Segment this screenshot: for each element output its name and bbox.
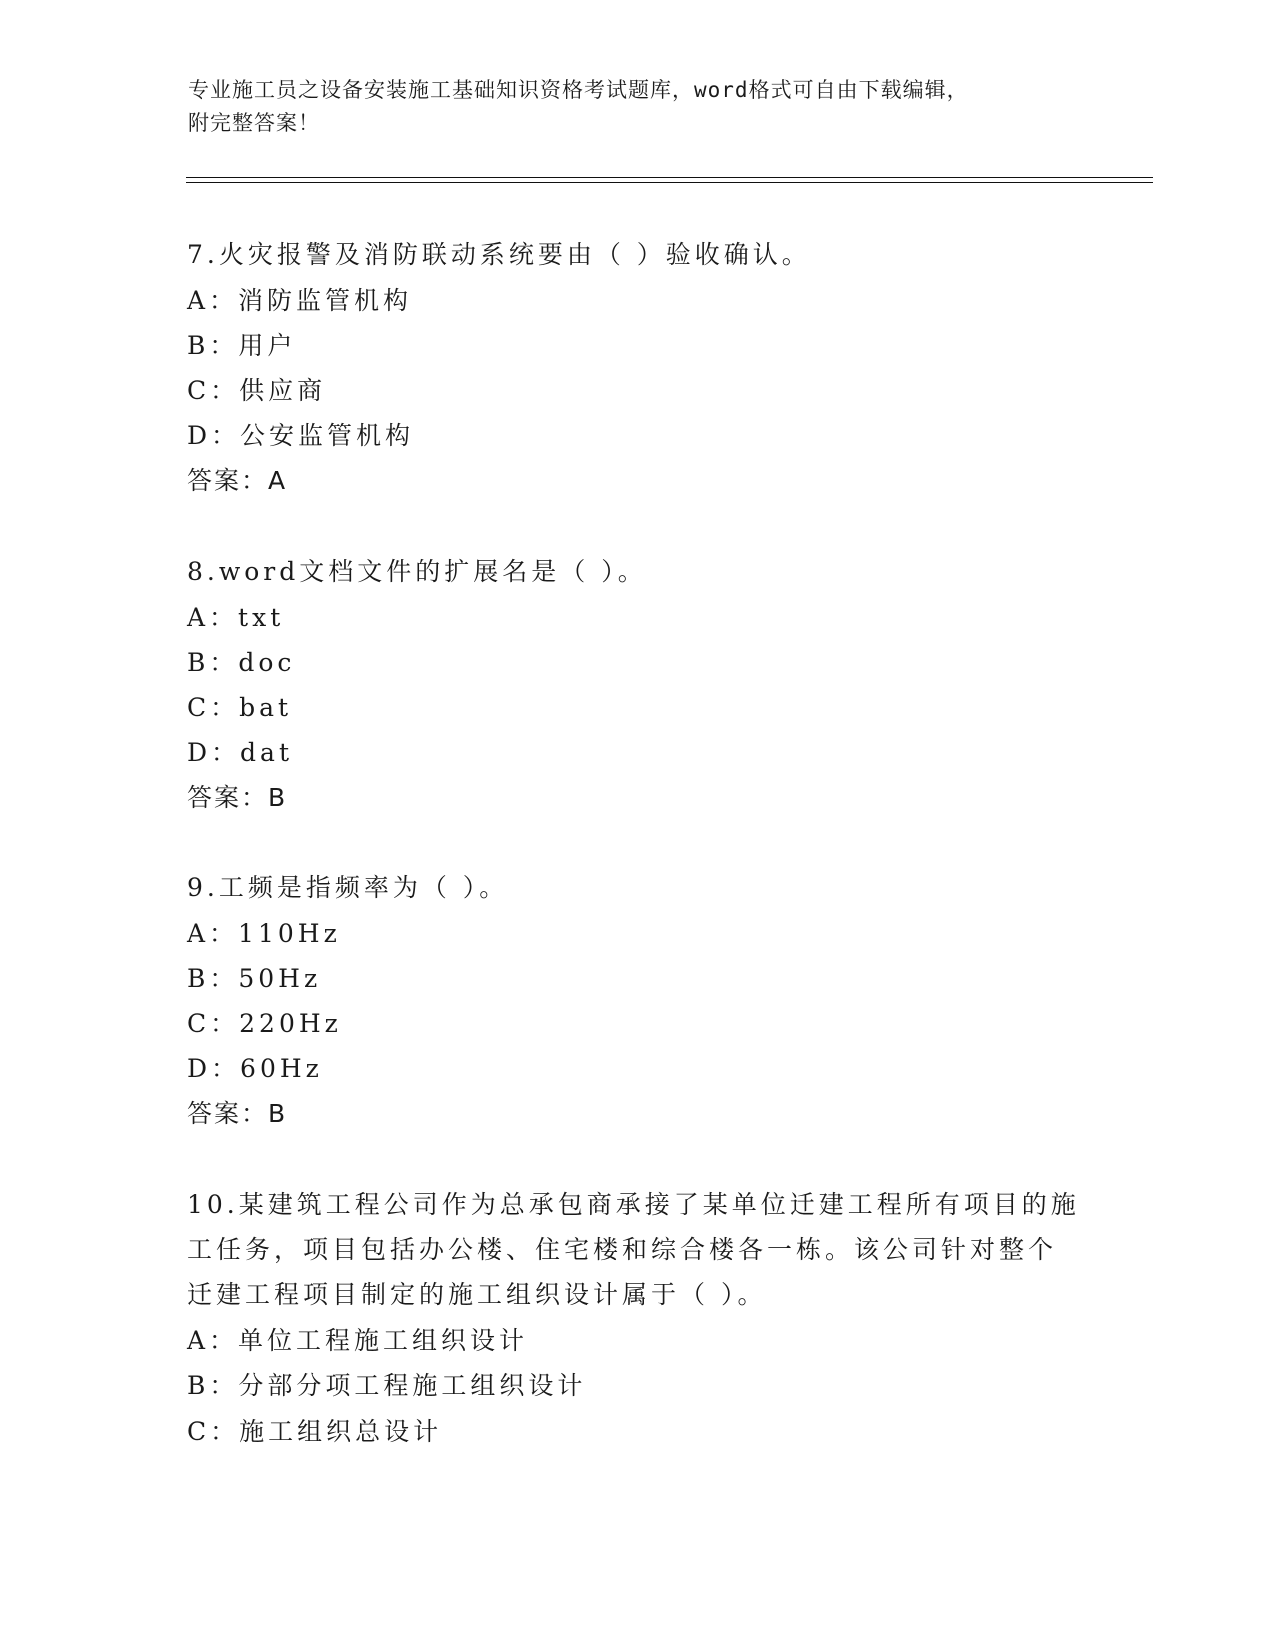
question-9-stem: 9.工频是指频率为（ ）。 bbox=[187, 873, 509, 902]
question-10-stem-line-3: 迁建工程项目制定的施工组织设计属于（ ）。 bbox=[187, 1280, 767, 1309]
question-8-stem: 8.word文档文件的扩展名是（ ）。 bbox=[187, 557, 647, 586]
header-divider-top bbox=[186, 177, 1153, 178]
question-8-answer: 答案：B bbox=[187, 783, 288, 812]
question-7-stem: 7.火灾报警及消防联动系统要由（ ）验收确认。 bbox=[187, 240, 811, 269]
question-7-option-b: B：用户 bbox=[187, 331, 297, 360]
question-10-stem-line-2: 工任务，项目包括办公楼、住宅楼和综合楼各一栋。该公司针对整个 bbox=[187, 1235, 1058, 1264]
question-9-option-c: C：220Hz bbox=[187, 1009, 342, 1038]
question-9-option-a: A：110Hz bbox=[187, 919, 341, 948]
question-10-option-c: C：施工组织总设计 bbox=[187, 1417, 443, 1446]
question-7-answer: 答案：A bbox=[187, 466, 288, 495]
header-line-2: 附完整答案！ bbox=[188, 111, 320, 135]
question-10-option-a: A：单位工程施工组织设计 bbox=[187, 1326, 529, 1355]
question-9-answer: 答案：B bbox=[187, 1099, 288, 1128]
question-9-option-b: B：50Hz bbox=[187, 964, 322, 993]
question-7-option-a: A：消防监管机构 bbox=[187, 286, 413, 315]
question-10-option-b: B：分部分项工程施工组织设计 bbox=[187, 1371, 587, 1400]
question-7-option-d: D：公安监管机构 bbox=[187, 421, 415, 450]
question-8-option-a: A：txt bbox=[187, 603, 285, 632]
question-7-option-c: C：供应商 bbox=[187, 376, 327, 405]
header-line-1: 专业施工员之设备安装施工基础知识资格考试题库，word格式可自由下载编辑， bbox=[188, 78, 969, 102]
question-9-option-d: D：60Hz bbox=[187, 1054, 323, 1083]
question-8-option-d: D：dat bbox=[187, 738, 293, 767]
header-divider-bottom bbox=[186, 182, 1153, 183]
document-header bbox=[188, 74, 1068, 140]
question-8-option-b: B：doc bbox=[187, 648, 296, 677]
question-10-stem-line-1: 10.某建筑工程公司作为总承包商承接了某单位迁建工程所有项目的施 bbox=[187, 1190, 1080, 1219]
question-8-option-c: C：bat bbox=[187, 693, 293, 722]
